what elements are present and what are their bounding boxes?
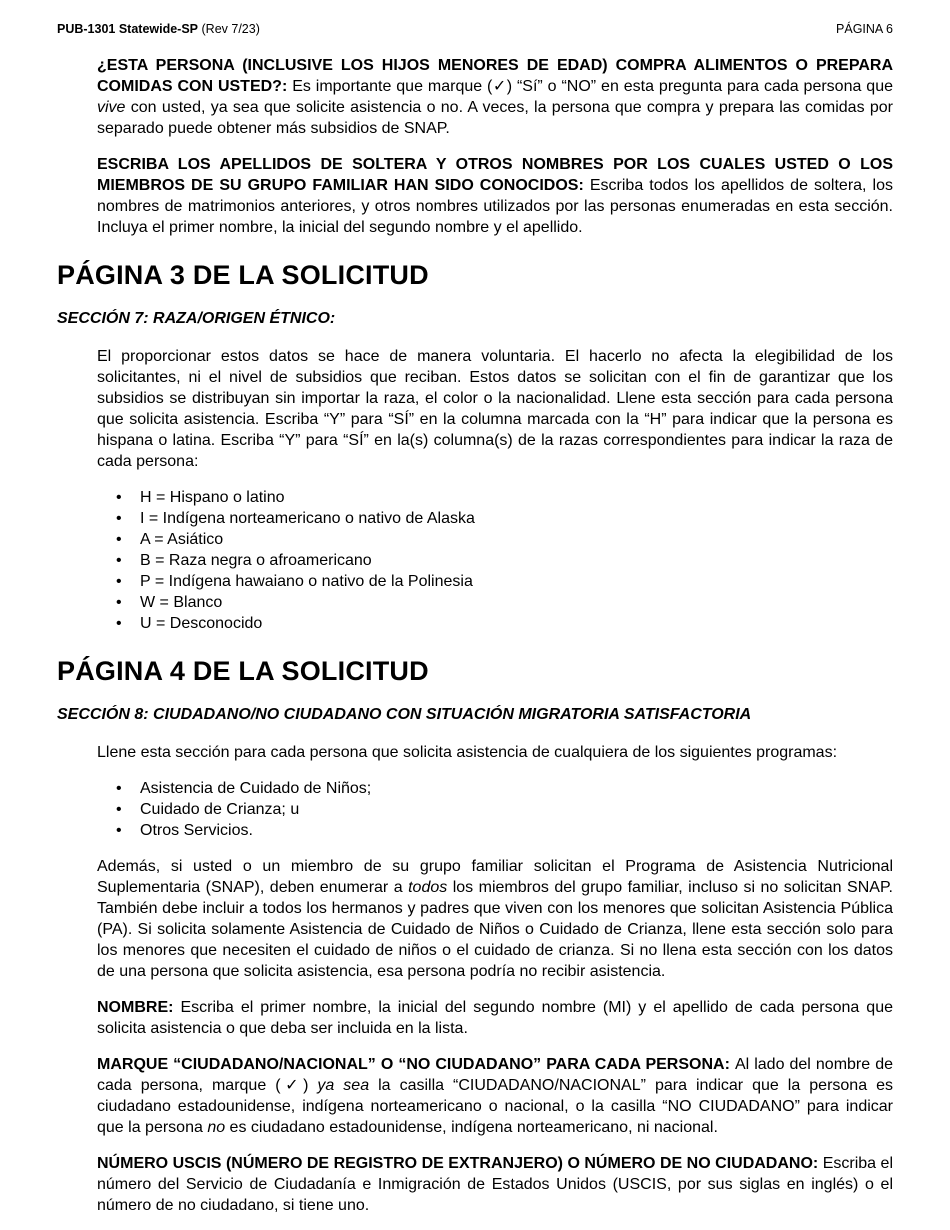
text-segment: NOMBRE: <box>97 999 181 1016</box>
section7-heading: SECCIÓN 7: RAZA/ORIGEN ÉTNICO: <box>57 310 336 327</box>
section8-heading: SECCIÓN 8: CIUDADANO/NO CIUDADANO CON SITUACIÓN MIGRATORIA SATISFACTORIA <box>57 706 752 723</box>
text-segment: Al lado del nombre de cada persona, marque (✓) <box>97 1056 893 1094</box>
list-item: • Otros Servicios. <box>97 820 893 841</box>
race-code-list <box>97 487 893 634</box>
paragraph-race-ethnicity <box>97 346 893 472</box>
page-number: PÁGINA 6 <box>836 22 893 36</box>
paragraph-uscis-number <box>97 1153 893 1216</box>
document-id-code: PUB-1301 Statewide-SP <box>57 22 199 36</box>
list-item: • I = Indígena norteamericano o nativo de Alaska <box>97 508 893 529</box>
paragraph-food-purchase <box>97 55 893 139</box>
text-segment: ESCRIBA LOS APELLIDOS DE SOLTERA Y OTROS NOMBRES POR LOS CUALES USTED O LOS MIEMBROS DE SU GRUPO FAMILIAR HAN SIDO CONOCIDOS: <box>97 156 893 194</box>
text-segment: Escriba el número del Servicio de Ciudadanía e Inmigración de Estados Unidos (USCIS, por sus siglas en inglés) o el número de no ciudadano, si tiene uno. <box>97 1155 893 1214</box>
list-item: • H = Hispano o latino <box>97 487 893 508</box>
text-segment: es ciudadano estadounidense, indígena norteamericano, ni nacional. <box>225 1119 718 1136</box>
text-segment: todos <box>408 879 448 896</box>
paragraph-citizen-checkbox <box>97 1054 893 1138</box>
text-segment: con usted, ya sea que solicite asistencia o no. A veces, la persona que compra y prepara las comidas por separado puede obtener más subsidios de SNAP. <box>97 99 893 137</box>
list-item: • P = Indígena hawaiano o nativo de la Polinesia <box>97 571 893 592</box>
page3-heading: PÁGINA 3 DE LA SOLICITUD <box>57 260 429 290</box>
list-item: • Asistencia de Cuidado de Niños; <box>97 778 893 799</box>
text-segment: MARQUE “CIUDADANO/NACIONAL” O “NO CIUDADANO” PARA CADA PERSONA: <box>97 1056 735 1073</box>
list-item: • B = Raza negra o afroamericano <box>97 550 893 571</box>
text-segment: ya sea <box>317 1077 370 1094</box>
paragraph-programs-intro <box>97 742 893 763</box>
document-body <box>57 55 893 1216</box>
paragraph-snap-household <box>97 856 893 982</box>
text-segment: El proporcionar estos datos se hace de manera voluntaria. El hacerlo no afecta la elegibilidad de los solicitantes, ni el nivel de subsidios que reciban. Estos datos se solicitan con el fin de garantizar que los subsidios se distribuyan sin importar la raza, el color o la nacionalidad. Llene esta sección para cada persona que solicita asistencia. Escriba “Y” para “SÍ” en la columna marcada con la “H” para indicar que la persona es hispana o latina. Escriba “Y” para “SÍ” en la(s) columna(s) de la razas correspondientes para indicar la raza de cada persona: <box>97 348 893 470</box>
text-segment: Es importante que marque (✓) “Sí” o “NO” en esta pregunta para cada persona que <box>292 78 893 95</box>
document-id <box>57 22 260 37</box>
text-segment: NÚMERO USCIS (NÚMERO DE REGISTRO DE EXTRANJERO) O NÚMERO DE NO CIUDADANO: <box>97 1155 823 1172</box>
text-segment: Además, si usted o un miembro de su grupo familiar solicitan el Programa de Asistencia Nutricional Suplementaria (SNAP), deben enumerar a <box>97 858 893 896</box>
page4-heading: PÁGINA 4 DE LA SOLICITUD <box>57 656 429 686</box>
text-segment: Llene esta sección para cada persona que solicita asistencia de cualquiera de los siguientes programas: <box>97 744 838 761</box>
list-item: • U = Desconocido <box>97 613 893 634</box>
text-segment: los miembros del grupo familiar, incluso si no solicitan SNAP. También debe incluir a todos los hermanos y padres que viven con los menores que solicitan Asistencia Pública (PA). Si solicita solamente Asistencia de Cuidado de Niños o Cuidado de Crianza, llene esta sección solo para los menores que necesiten el cuidado de niños o el cuidado de crianza. Si no llena esta sección con los datos de una persona que solicita asistencia, esa persona podría no recibir asistencia. <box>97 879 893 980</box>
text-segment: no <box>207 1119 226 1136</box>
paragraph-name <box>97 997 893 1039</box>
list-item: • A = Asiático <box>97 529 893 550</box>
program-list <box>97 778 893 841</box>
text-segment: Escriba el primer nombre, la inicial del segundo nombre (MI) y el apellido de cada persona que solicita asistencia o que deba ser incluida en la lista. <box>97 999 893 1037</box>
document-revision: (Rev 7/23) <box>198 22 260 36</box>
text-segment: la casilla “CIUDADANO/NACIONAL” para indicar que la persona es ciudadano estadounidense, indígena norteamericano o nacional, o la casilla “NO CIUDADANO” para indicar que la persona <box>97 1077 893 1136</box>
text-segment: Escriba todos los apellidos de soltera, los nombres de matrimonios anteriores, y otros nombres utilizados por las personas enumeradas en esta sección. Incluya el primer nombre, la inicial del segundo nombre y el apellido. <box>97 177 894 236</box>
text-segment: vive <box>97 99 126 116</box>
page-header <box>57 22 893 37</box>
list-item: • Cuidado de Crianza; u <box>97 799 893 820</box>
list-item: • W = Blanco <box>97 592 893 613</box>
paragraph-maiden-names <box>97 154 893 238</box>
text-segment: ¿ESTA PERSONA (INCLUSIVE LOS HIJOS MENORES DE EDAD) COMPRA ALIMENTOS O PREPARA COMIDAS CON USTED?: <box>97 57 893 95</box>
